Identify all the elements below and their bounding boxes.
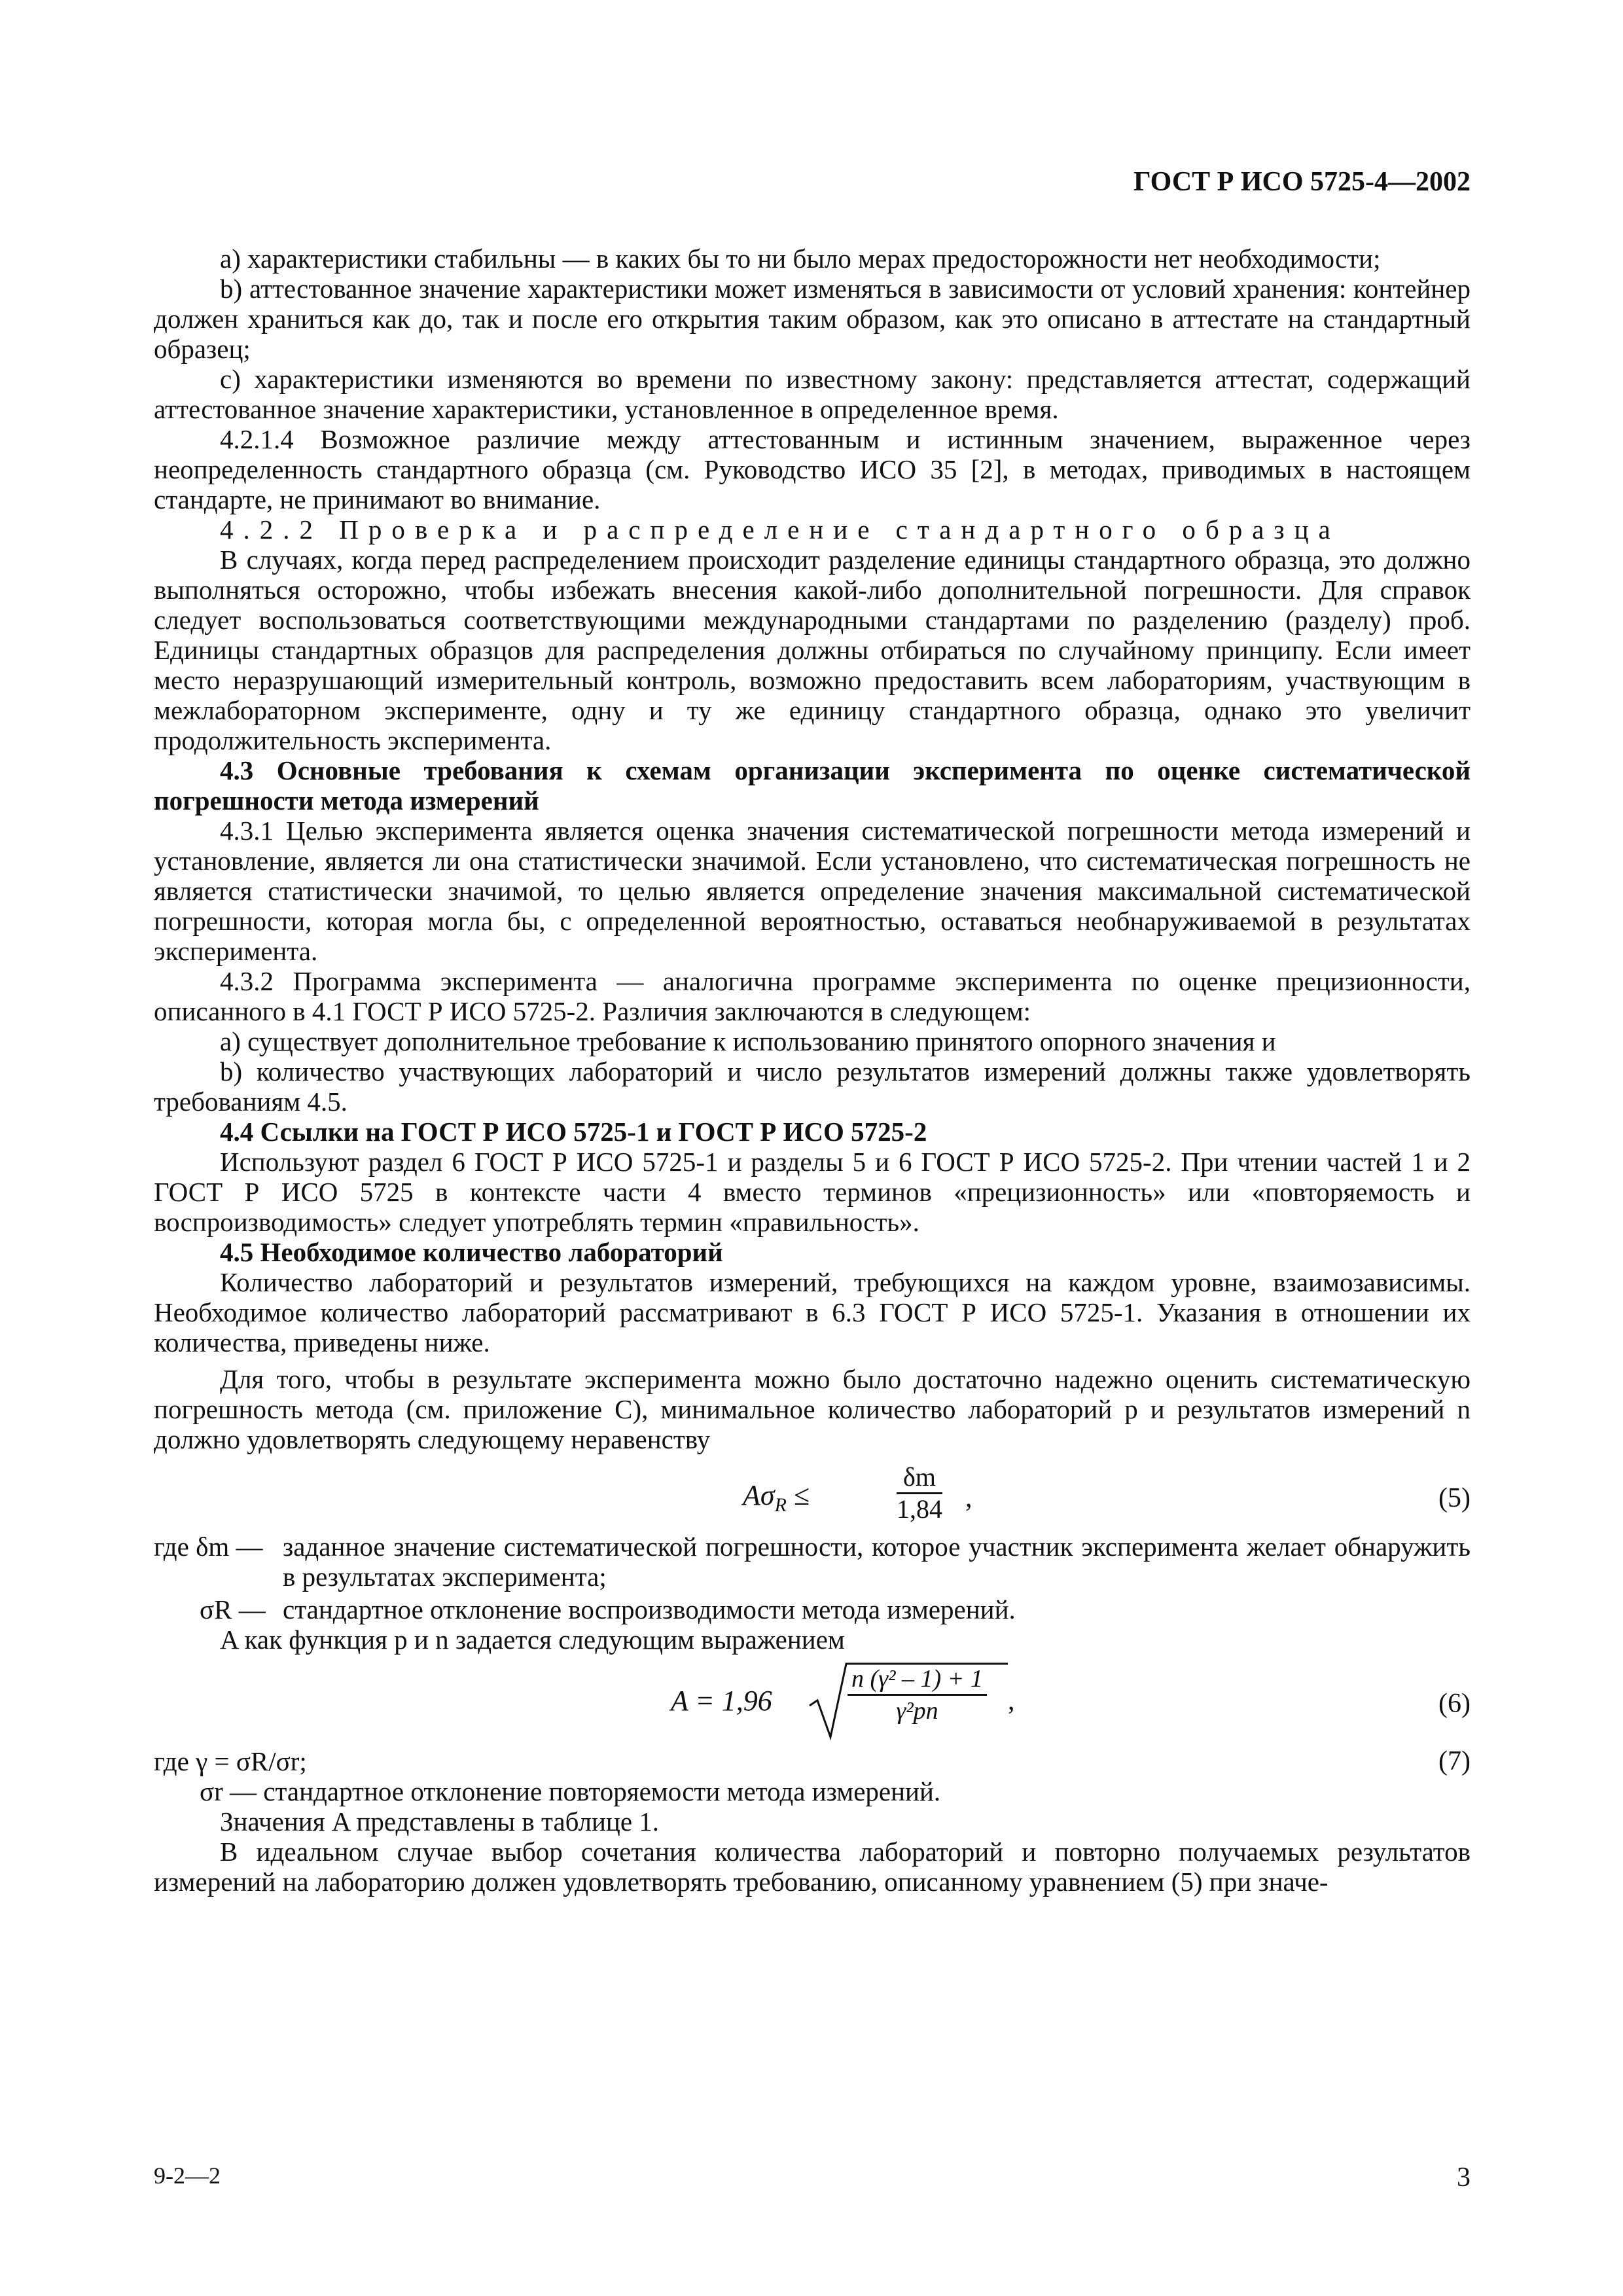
footer-code: 9-2—2	[154, 2162, 221, 2189]
paragraph: A как функция p и n задается следующим выражением	[220, 1624, 845, 1655]
paragraph: с) характеристики изменяются во времени по известному закону: представляется аттестат, содержащий аттестованное значение характеристики, установленное в определенное время.	[154, 364, 1471, 424]
paragraph: В случаях, когда перед распределением происходит разделение единицы стандартного образца, это должно выполняться осторожно, чтобы избежать внесения какой-либо дополнительной погрешности. Для справок следует воспользоваться соответствующими международными стандартами по разделению (разделу) проб. Единицы стандартных образцов для распределения должны отбираться по случайному принципу. Если имеет место неразрушающий измерительный контроль, возможно предоставить всем лабораториям, участвующим в межлабораторном эксперименте, одну и ту же единицу стандартного образца, однако это увеличит продолжительность эксперимента.	[154, 545, 1471, 755]
paragraph: Для того, чтобы в результате эксперимента можно было достаточно надежно оценить систематическую погрешность метода (см. приложение С), минимальное количество лабораторий p и результатов измерений n должно удовлетворять следующему неравенству	[154, 1364, 1471, 1454]
document-page	[154, 0, 1471, 2296]
page-header-title: ГОСТ Р ИСО 5725-4—2002	[1133, 167, 1471, 197]
where-clause: σr — стандартное отклонение повторяемости метода измерений.	[200, 1776, 941, 1806]
formula-5-fraction: $\frac{\delta m}{1,84}$	[897, 1462, 942, 1524]
equation-number: (5)	[1438, 1483, 1471, 1513]
equation-number: (6)	[1438, 1689, 1471, 1719]
paragraph: b) количество участвующих лабораторий и число результатов измерений должны также удовлетворять требованиям 4.5.	[154, 1056, 1471, 1117]
paragraph: 4.2.1.4 Возможное различие между аттестованным и истинным значением, выраженное через неопределенность стандартного образца (см. Руководство ИСО 35 [2], в методах, приводимых в настоящем стандарте, не принимают во внимание.	[154, 424, 1471, 514]
section-heading: 4.5 Необходимое количество лабораторий	[220, 1237, 723, 1267]
section-heading: 4.3 Основные требования к схемам организации эксперимента по оценке систематической погрешности метода измерений	[154, 755, 1471, 816]
paragraph: Количество лабораторий и результатов измерений, требующихся на каждом уровне, взаимозависимы. Необходимое количество лабораторий рассматривают в 6.3 ГОСТ Р ИСО 5725-1. Указания в отношении их количества, приведены ниже.	[154, 1267, 1471, 1357]
page-number: 3	[1457, 2162, 1471, 2193]
equation-number: (7)	[1438, 1746, 1471, 1776]
subsection-heading: 4.2.2 Проверка и распределение стандартного образца	[220, 514, 1340, 545]
paragraph: а) существует дополнительное требование к использованию принятого опорного значения и	[220, 1026, 1276, 1056]
where-clause: σR — стандартное отклонение воспроизводимости метода измерений.	[200, 1594, 1016, 1624]
formula-6: A = 1,96 $\frac{\text{n (γ² – 1) + 1}}{\text{γ²pn}}$ , (6)	[154, 1655, 1471, 1746]
paragraph: Значения A представлены в таблице 1.	[220, 1806, 660, 1837]
formula-6-fraction: $\frac{\text{n (γ² – 1) + 1}}{\text{γ²pn}}$	[847, 1664, 987, 1726]
paragraph: b) аттестованное значение характеристики может изменяться в зависимости от условий хранения: контейнер должен храниться как до, так и после его открытия таким образом, как это описано в аттестате на стандартный образец;	[154, 274, 1471, 364]
formula-7: где γ = σR/σr; (7)	[154, 1746, 1471, 1776]
document-body	[154, 243, 1471, 1897]
paragraph: Используют раздел 6 ГОСТ Р ИСО 5725-1 и разделы 5 и 6 ГОСТ Р ИСО 5725-2. При чтении частей 1 и 2 ГОСТ Р ИСО 5725 в контексте части 4 вместо терминов «прецизионность» или «повторяемость и воспроизводимость» следует употреблять термин «правильность».	[154, 1147, 1471, 1237]
where-clause: где δm — заданное значение систематической погрешности, которое участник эксперимента желает обнаружить в результатах эксперимента;	[154, 1532, 1471, 1592]
formula-5-lhs: $A\sigma_R$ ≤	[743, 1479, 810, 1516]
formula-5: $A\sigma_R$ ≤ $\frac{\delta m}{1,84}$ , (5)	[743, 1462, 1471, 1524]
paragraph: 4.3.2 Программа эксперимента — аналогична программе эксперимента по оценке прецизионности, описанного в 4.1 ГОСТ Р ИСО 5725-2. Различия заключаются в следующем:	[154, 966, 1471, 1026]
section-heading: 4.4 Ссылки на ГОСТ Р ИСО 5725-1 и ГОСТ Р ИСО 5725-2	[220, 1117, 927, 1147]
paragraph: 4.3.1 Целью эксперимента является оценка значения систематической погрешности метода измерений и установление, является ли она статистически значимой. Если установлено, что систематическая погрешность не является статистически значимой, то целью является определение значения максимальной систематической погрешности, которая могла бы, с определенной вероятностью, оставаться необнаруживаемой в результатах эксперимента.	[154, 816, 1471, 966]
paragraph: а) характеристики стабильны — в каких бы то ни было мерах предосторожности нет необходимости;	[220, 243, 1381, 274]
paragraph: В идеальном случае выбор сочетания количества лабораторий и повторно получаемых результатов измерений на лабораторию должен удовлетворять требованию, описанному уравнением (5) при значе-	[154, 1837, 1471, 1897]
